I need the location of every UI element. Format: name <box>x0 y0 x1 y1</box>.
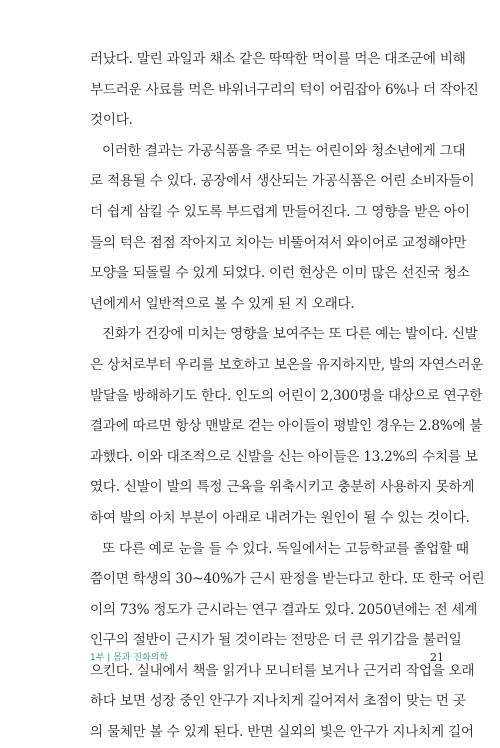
paragraph-4 <box>90 534 485 748</box>
page-footer <box>90 650 444 666</box>
text-line: 과했다. 이와 대조적으로 신발을 신는 아이들은 13.2%의 수치를 보 <box>90 448 478 465</box>
text-line: 또 다른 예로 눈을 들 수 있다. 독일에서는 고등학교를 졸업할 때 <box>102 540 469 557</box>
text-line: 부드러운 사료를 먹은 바위너구리의 턱이 어림잡아 6%나 더 작아진 <box>90 81 479 98</box>
paragraph-1 <box>90 44 479 136</box>
text-line: 의 물체만 볼 수 있게 된다. 반면 실외의 빛은 안구가 지나치게 길어 <box>90 724 474 741</box>
text-line: 결과에 따르면 항상 맨발로 걷는 아이들이 평발인 경우는 2.8%에 불 <box>90 418 483 435</box>
text-line: 년에게서 일반적으로 볼 수 있게 된 지 오래다. <box>90 295 355 312</box>
text-line: 하다 보면 성장 중인 안구가 지나치게 길어져서 초점이 맞는 먼 곳 <box>90 693 466 710</box>
text-line: 으킨다. 실내에서 책을 읽거나 모니터를 보거나 근거리 작업을 오래 <box>90 662 475 679</box>
text-line: 이의 73% 정도가 근시라는 연구 결과도 있다. 2050년에는 전 세계 <box>90 601 478 618</box>
text-line: 하여 발의 아치 부분이 아래로 내려가는 원인이 될 수 있는 것이다. <box>90 509 470 526</box>
text-line: 발달을 방해하기도 한다. 인도의 어린이 2,300명을 대상으로 연구한 <box>90 387 483 404</box>
page-body <box>90 44 485 748</box>
text-line: 들의 턱은 점점 작아지고 치아는 비뚤어져서 와이어로 교정해야만 <box>90 234 467 251</box>
text-line: 였다. 신발이 발의 특정 근육을 위축시키고 충분히 사용하지 못하게 <box>90 479 475 496</box>
text-line: 더 쉽게 삼킬 수 있도록 부드럽게 만들어진다. 그 영향을 받은 아이 <box>90 203 470 220</box>
text-line: 진화가 건강에 미치는 영향을 보여주는 또 다른 예는 발이다. 신발 <box>102 326 478 343</box>
running-head: 1부 | 몸과 진화의학 <box>90 653 169 663</box>
paragraph-3 <box>90 319 484 533</box>
text-line: 것이다. <box>90 112 133 129</box>
text-line: 로 적용될 수 있다. 공장에서 생산되는 가공식품은 어린 소비자들이 <box>90 173 475 190</box>
text-line: 이러한 결과는 가공식품을 주로 먹는 어린이와 청소년에게 그대 <box>102 142 466 159</box>
text-line: 은 상처로부터 우리를 보호하고 보온을 유지하지만, 발의 자연스러운 <box>90 356 484 373</box>
text-line: 인구의 절반이 근시가 될 것이라는 전망은 더 큰 위기감을 불러일 <box>90 632 462 649</box>
text-line: 러났다. 말린 과일과 채소 같은 딱딱한 먹이를 먹은 대조군에 비해 <box>90 51 466 67</box>
paragraph-2 <box>90 136 475 320</box>
text-line: 모양을 되돌릴 수 있게 되었다. 이런 현상은 이미 많은 선진국 청소 <box>90 265 470 282</box>
text-line: 쯤이면 학생의 30~40%가 근시 판정을 받는다고 한다. 또 한국 어린 <box>90 571 485 588</box>
page-number: 21 <box>430 651 444 664</box>
